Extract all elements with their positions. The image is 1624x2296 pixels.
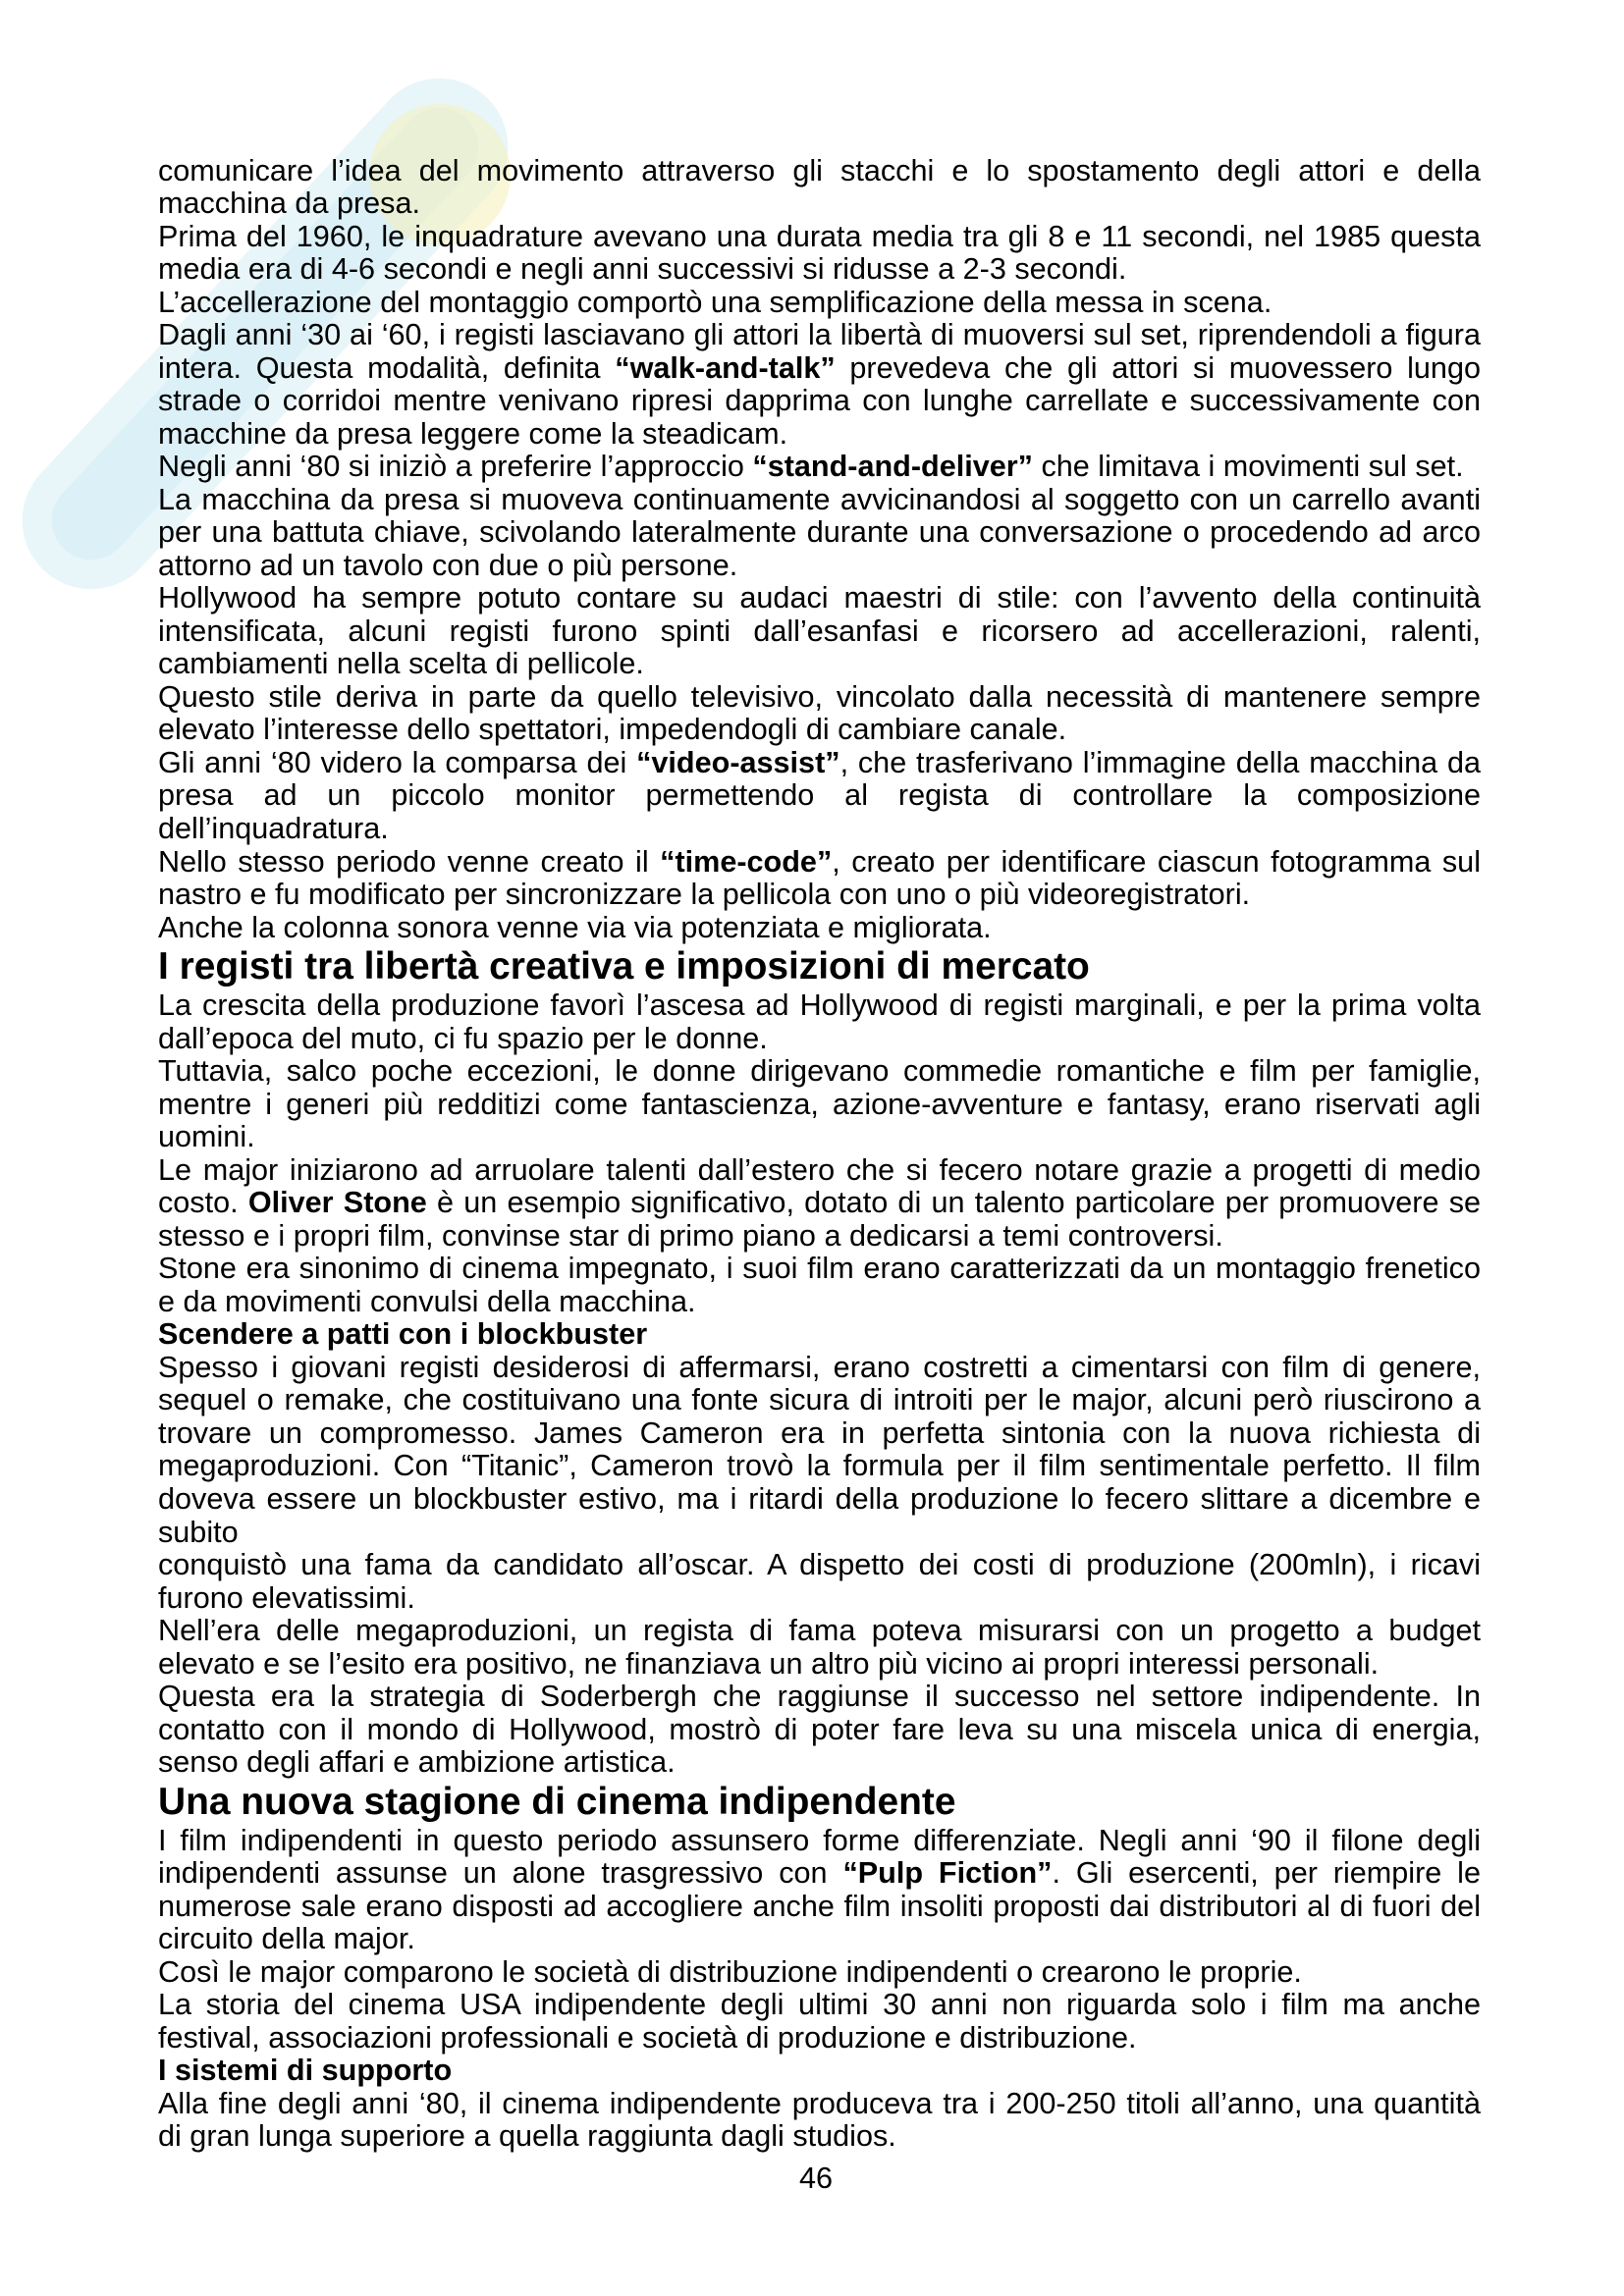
text-line	[158, 1187, 1481, 1220]
text-line: numerose sale erano disposti ad accogliere anche film insoliti proposti dai distributori al di fuori del	[158, 1889, 1481, 1923]
text-line: L’accellerazione del montaggio comportò una semplificazione della messa in scena.	[158, 285, 1272, 319]
text-line: sequel o remake, che costituivano una fonte sicura di introiti per le major, alcuni però riuscirono a	[158, 1383, 1481, 1417]
body-text	[158, 155, 1481, 2154]
bold-term: “video-assist”	[636, 745, 840, 779]
text-line: Così le major comparono le società di distribuzione indipendenti o crearono le proprie.	[158, 1954, 1302, 1989]
text-line: La macchina da presa si muoveva continuamente avvicinandosi al soggetto con un carrello avanti	[158, 482, 1481, 516]
text-run: Nello stesso periodo venne creato il	[158, 844, 661, 879]
subsection-heading: Scendere a patti con i blockbuster	[158, 1317, 648, 1352]
bold-term: “Pulp Fiction”	[842, 1856, 1053, 1891]
text-run: indipendenti assunse un alone trasgressivo con	[158, 1856, 843, 1891]
section-heading: Una nuova stagione di cinema indipendente	[158, 1780, 956, 1823]
text-run: , che trasferivano l’immagine della macchina da	[839, 745, 1481, 779]
text-run: è un esempio significativo, dotato di un talento particolare per promuovere se	[426, 1186, 1482, 1220]
text-line: Nell’era delle megaproduzioni, un regista di fama poteva misurarsi con un progetto a budget	[158, 1614, 1481, 1648]
text-run: Negli anni ‘80 si iniziò a preferire l’approccio	[158, 450, 753, 484]
page-number: 46	[798, 2162, 834, 2195]
text-line: Stone era sinonimo di cinema impegnato, i suoi film erano caratterizzati da un montaggio frenetico	[158, 1252, 1481, 1286]
paragraph	[158, 221, 1481, 287]
paragraph	[158, 155, 1481, 221]
text-line: cambiamenti nella scelta di pellicole.	[158, 647, 644, 681]
text-line: contatto con il mondo di Hollywood, mostrò di poter fare leva su una miscela unica di energia,	[158, 1712, 1481, 1746]
paragraph	[158, 2088, 1481, 2154]
text-line: subito	[158, 1515, 239, 1549]
text-line: di gran lunga superiore a quella raggiunta dagli studios.	[158, 2119, 896, 2154]
paragraph	[158, 912, 1481, 945]
text-line: macchina da presa.	[158, 187, 420, 221]
text-line: elevato e se l’esito era positivo, ne finanziava un altro più vicino ai propri interessi personali.	[158, 1646, 1380, 1681]
text-line: presa ad un piccolo monitor permettendo al regista di controllare la composizione	[158, 778, 1481, 813]
bold-term: “stand-and-deliver”	[752, 450, 1033, 484]
bold-term: Oliver Stone	[247, 1186, 427, 1220]
text-line: per una battuta chiave, scivolando lateralmente durante una conversazione o procedendo ad arco	[158, 515, 1481, 550]
paragraph	[158, 1253, 1481, 1318]
paragraph	[158, 484, 1481, 583]
text-line: nastro e fu modificato per sincronizzare la pellicola con uno o più videoregistratori.	[158, 878, 1251, 912]
text-line	[158, 747, 1481, 780]
paragraph	[158, 582, 1481, 681]
text-line: attorno ad un tavolo con due o più persone.	[158, 548, 738, 582]
text-line: comunicare l’idea del movimento attraverso gli stacchi e lo spostamento degli attori e della	[158, 153, 1481, 187]
text-line: megaproduzioni. Con “Titanic”, Cameron trovò la formula per il film sentimentale perfetto. Il film	[158, 1449, 1481, 1483]
text-line: mentre i generi più redditizi come fantascienza, azione-avventure e fantasy, erano riservati agli	[158, 1087, 1481, 1121]
text-line: media era di 4-6 secondi e negli anni successivi si ridusse a 2-3 secondi.	[158, 252, 1127, 287]
text-line: circuito della major.	[158, 1922, 415, 1956]
section-heading: I registi tra libertà creativa e imposizioni di mercato	[158, 945, 1090, 988]
text-line	[158, 352, 1481, 386]
text-line: dall’epoca del muto, ci fu spazio per le donne.	[158, 1021, 768, 1055]
text-line: Anche la colonna sonora venne via via potenziata e migliorata.	[158, 910, 992, 944]
text-line: festival, associazioni professionali e società di produzione e distribuzione.	[158, 2020, 1137, 2055]
text-line: Hollywood ha sempre potuto contare su audaci maestri di stile: con l’avvento della continuità	[158, 581, 1481, 615]
text-line: elevato l’interesse dello spettatori, impedendogli di cambiare canale.	[158, 713, 1067, 747]
paragraph	[158, 1825, 1481, 1956]
text-line: e da movimenti convulsi della macchina.	[158, 1284, 696, 1318]
text-line: dell’inquadratura.	[158, 812, 389, 845]
text-line: La crescita della produzione favorì l’ascesa ad Hollywood di registi marginali, e per la prima volta	[158, 988, 1481, 1023]
paragraph	[158, 1154, 1481, 1254]
paragraph	[158, 747, 1481, 846]
text-line: Questo stile deriva in parte da quello televisivo, vincolato dalla necessità di mantenere sempre	[158, 679, 1481, 714]
paragraph	[158, 287, 1481, 320]
text-line: Tuttavia, salco poche eccezioni, le donne dirigevano commedie romantiche e film per famiglie,	[158, 1054, 1481, 1089]
paragraph	[158, 1352, 1481, 1549]
text-line: stesso e i propri film, convinse star di primo piano a dedicarsi a temi controversi.	[158, 1218, 1223, 1253]
paragraph	[158, 1055, 1481, 1154]
text-line	[158, 846, 1481, 880]
text-line: Le major iniziarono ad arruolare talenti dall’estero che si fecero notare grazie a progetti di medio	[158, 1152, 1481, 1187]
paragraph	[158, 1681, 1481, 1780]
text-run: costo.	[158, 1186, 248, 1220]
text-line: Spesso i giovani registi desiderosi di affermarsi, erano costretti a cimentarsi con film di genere,	[158, 1350, 1481, 1384]
paragraph	[158, 846, 1481, 912]
text-line: Questa era la strategia di Soderbergh che raggiunse il successo nel settore indipendente. In	[158, 1680, 1481, 1714]
subsection-heading: I sistemi di supporto	[158, 2054, 453, 2088]
text-line: Dagli anni ‘30 ai ‘60, i registi lasciavano gli attori la libertà di muoversi sul set, riprendendoli a figura	[158, 318, 1481, 352]
text-line: Alla fine degli anni ‘80, il cinema indipendente produceva tra i 200-250 titoli all’anno, una quantità	[158, 2086, 1481, 2120]
text-line: La storia del cinema USA indipendente degli ultimi 30 anni non riguarda solo i film ma anche	[158, 1988, 1481, 2022]
text-run: che limitava i movimenti sul set.	[1032, 450, 1464, 484]
text-line: uomini.	[158, 1120, 255, 1154]
bold-term: “time-code”	[660, 844, 833, 879]
paragraph	[158, 319, 1481, 451]
text-run: prevedeva che gli attori si muovessero lungo	[835, 350, 1481, 385]
paragraph	[158, 1956, 1481, 1990]
text-line: intensificata, alcuni registi furono spinti dall’esanfasi e ricorsero ad accellerazioni, ralenti,	[158, 614, 1481, 648]
text-line: Prima del 1960, le inquadrature avevano una durata media tra gli 8 e 11 secondi, nel 1985 questa	[158, 219, 1481, 253]
text-line: doveva essere un blockbuster estivo, ma i ritardi della produzione lo fecero slittare a dicembre e	[158, 1481, 1481, 1516]
paragraph	[158, 451, 1481, 484]
text-run: . Gli esercenti, per riempire le	[1052, 1856, 1481, 1891]
paragraph	[158, 1615, 1481, 1681]
paragraph	[158, 1989, 1481, 2055]
bold-term: “walk-and-talk”	[615, 350, 836, 385]
text-line: I film indipendenti in questo periodo assunsero forme differenziate. Negli anni ‘90 il filone degli	[158, 1823, 1481, 1857]
paragraph	[158, 989, 1481, 1055]
text-line: strade o corridoi mentre venivano ripresi dapprima con lunghe carrellate e successivamente con	[158, 384, 1481, 418]
text-line: macchine da presa leggere come la steadicam.	[158, 416, 788, 451]
text-line: conquistò una fama da candidato all’oscar. A dispetto dei costi di produzione (200mln), i ricavi	[158, 1548, 1481, 1582]
text-line: furono elevatissimi.	[158, 1580, 415, 1615]
text-line: trovare un compromesso. James Cameron era in perfetta sintonia con la nuova richiesta di	[158, 1415, 1481, 1450]
text-run: Gli anni ‘80 videro la comparsa dei	[158, 745, 637, 779]
paragraph	[158, 681, 1481, 747]
text-line	[158, 451, 1481, 484]
text-run: , creato per identificare ciascun fotogramma sul	[832, 844, 1481, 879]
paragraph	[158, 1549, 1481, 1615]
text-line: senso degli affari e ambizione artistica.	[158, 1745, 676, 1780]
text-line	[158, 1857, 1481, 1891]
text-run: intera. Questa modalità, definita	[158, 350, 616, 385]
